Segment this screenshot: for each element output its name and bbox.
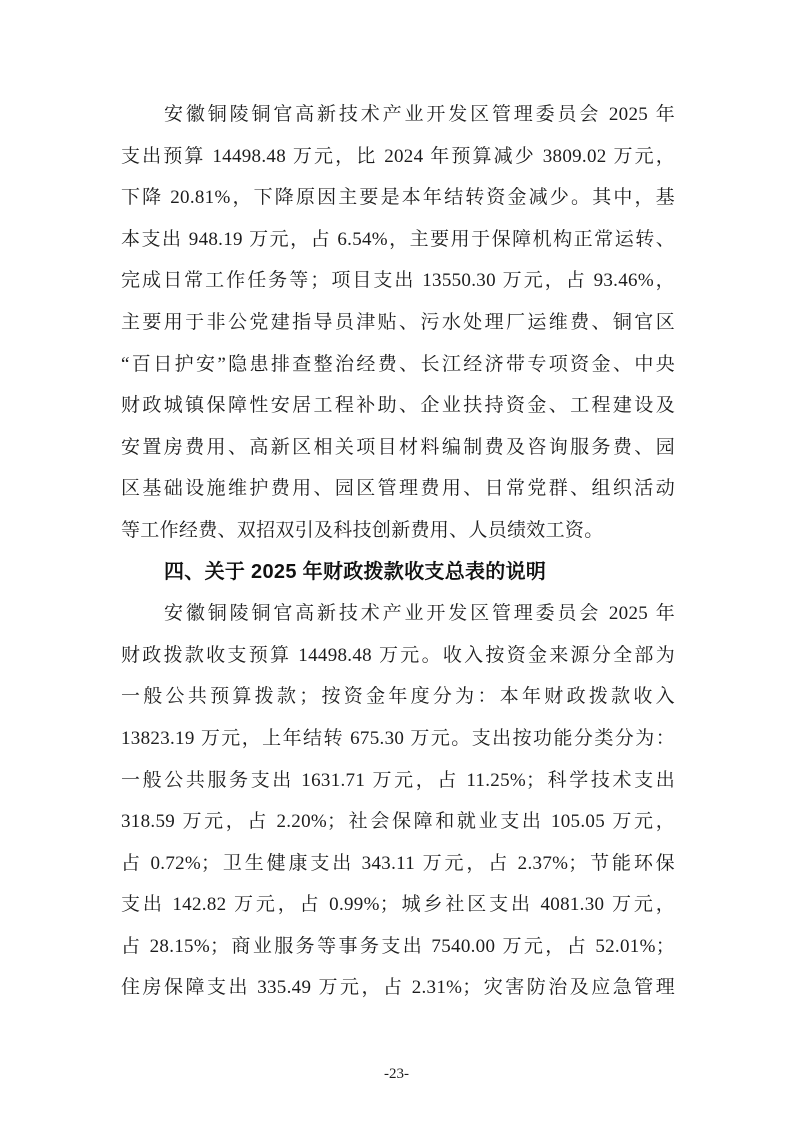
text-line: 财政拨款收支预算 14498.48 万元。收入按资金来源分全部为 — [121, 644, 675, 666]
text-line: 主要用于非公党建指导员津贴、污水处理厂运维费、铜官区 — [121, 311, 675, 333]
text-line: 一般公共服务支出 1631.71 万元，占 11.25%；科学技术支出 — [121, 769, 675, 791]
text-line: 支出 142.82 万元，占 0.99%；城乡社区支出 4081.30 万元， — [121, 894, 675, 916]
text-line: 完成日常工作任务等；项目支出 13550.30 万元，占 93.46%， — [121, 270, 675, 292]
text-line: 安置房费用、高新区相关项目材料编制费及咨询服务费、园 — [121, 436, 675, 458]
text-line: 13823.19 万元，上年结转 675.30 万元。支出按功能分类分为： — [121, 727, 675, 749]
page-number: -23- — [384, 1066, 409, 1082]
text-line: 等工作经费、双招双引及科技创新费用、人员绩效工资。 — [121, 519, 604, 541]
document-body — [121, 94, 675, 1009]
text-line: 安徽铜陵铜官高新技术产业开发区管理委员会 2025 年 — [164, 603, 675, 625]
text-line: 安徽铜陵铜官高新技术产业开发区管理委员会 2025 年 — [164, 104, 675, 125]
text-line: 占 28.15%；商业服务等事务支出 7540.00 万元，占 52.01%； — [121, 935, 675, 957]
text-line: 支出预算 14498.48 万元，比 2024 年预算减少 3809.02 万元， — [121, 145, 675, 167]
section-heading: 四、关于 2025 年财政拨款收支总表的说明 — [164, 560, 547, 583]
text-line: 本支出 948.19 万元，占 6.54%，主要用于保障机构正常运转、 — [121, 228, 675, 250]
text-line: 住房保障支出 335.49 万元，占 2.31%；灾害防治及应急管理 — [121, 977, 675, 999]
text-line: 下降 20.81%，下降原因主要是本年结转资金减少。其中，基 — [121, 187, 675, 209]
text-line: 区基础设施维护费用、园区管理费用、日常党群、组织活动 — [121, 478, 675, 500]
text-line: 财政城镇保障性安居工程补助、企业扶持资金、工程建设及 — [121, 395, 675, 417]
text-line: 318.59 万元，占 2.20%；社会保障和就业支出 105.05 万元， — [121, 811, 675, 833]
text-line: “百日护安”隐患排查整治经费、长江经济带专项资金、中央 — [121, 353, 675, 375]
text-line: 占 0.72%；卫生健康支出 343.11 万元，占 2.37%；节能环保 — [121, 852, 675, 874]
text-line: 一般公共预算拨款；按资金年度分为：本年财政拨款收入 — [121, 686, 675, 708]
